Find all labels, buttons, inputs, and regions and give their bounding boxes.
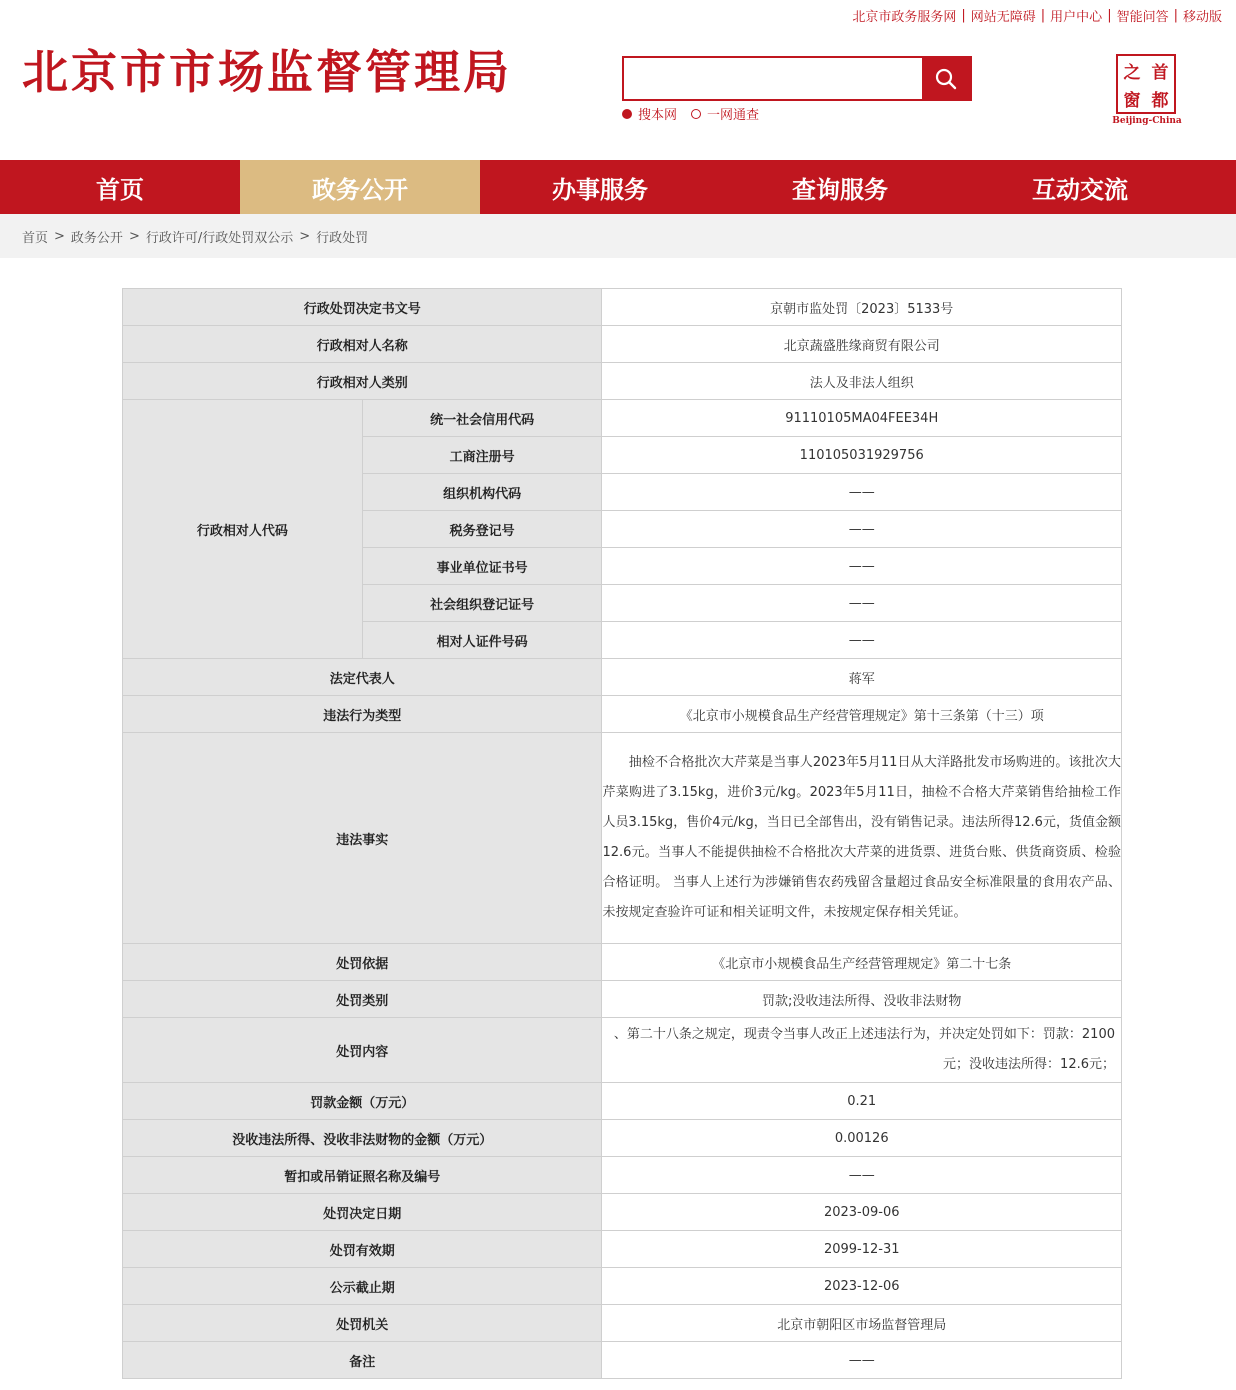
violation-type-value: 《北京市小规模食品生产经营管理规定》第十三条第（十三）项 bbox=[602, 696, 1122, 733]
row-group-label: 行政相对人代码 bbox=[123, 400, 363, 659]
table-row bbox=[123, 659, 1122, 696]
table-row bbox=[123, 1083, 1122, 1120]
breadcrumb bbox=[0, 214, 1236, 258]
row-label: 事业单位证书号 bbox=[362, 548, 602, 585]
fine-amount-value: 0.21 bbox=[602, 1083, 1122, 1120]
table-row bbox=[123, 733, 1122, 944]
row-label: 处罚机关 bbox=[123, 1305, 602, 1342]
row-label: 行政相对人类别 bbox=[123, 363, 602, 400]
chevron-right-icon: > bbox=[299, 228, 311, 244]
row-label: 法定代表人 bbox=[123, 659, 602, 696]
row-label: 暂扣或吊销证照名称及编号 bbox=[123, 1157, 602, 1194]
divider: | bbox=[1173, 8, 1178, 23]
seal-char: 窗 bbox=[1123, 90, 1141, 111]
decision-date-value: 2023-09-06 bbox=[602, 1194, 1122, 1231]
row-label: 社会组织登记证号 bbox=[362, 585, 602, 622]
row-label: 违法行为类型 bbox=[123, 696, 602, 733]
id-number-value: —— bbox=[602, 622, 1122, 659]
table-row bbox=[123, 326, 1122, 363]
row-label: 违法事实 bbox=[123, 733, 602, 944]
scope-this-site-radio[interactable] bbox=[622, 104, 677, 123]
row-label: 处罚决定日期 bbox=[123, 1194, 602, 1231]
nav-interaction[interactable]: 互动交流 bbox=[1032, 175, 1128, 204]
publicity-end-value: 2023-12-06 bbox=[602, 1268, 1122, 1305]
search-button[interactable] bbox=[922, 58, 970, 99]
penalty-category-value: 罚款;没收违法所得、没收非法财物 bbox=[602, 981, 1122, 1018]
search-scope bbox=[622, 104, 773, 123]
table-row bbox=[123, 289, 1122, 326]
search-icon bbox=[935, 68, 957, 90]
table-row bbox=[123, 1157, 1122, 1194]
tax-number-value: —— bbox=[602, 511, 1122, 548]
top-links bbox=[852, 6, 1222, 25]
breadcrumb-home[interactable]: 首页 bbox=[22, 230, 49, 246]
table-row bbox=[123, 1231, 1122, 1268]
radio-unselected-icon bbox=[691, 109, 701, 119]
table-row bbox=[123, 1120, 1122, 1157]
doc-number-value: 京朝市监处罚〔2023〕5133号 bbox=[602, 289, 1122, 326]
nav-query[interactable]: 查询服务 bbox=[792, 175, 888, 204]
row-label: 组织机构代码 bbox=[362, 474, 602, 511]
row-label: 没收违法所得、没收非法财物的金额（万元） bbox=[123, 1120, 602, 1157]
chevron-right-icon: > bbox=[54, 228, 65, 244]
row-label: 行政处罚决定书文号 bbox=[123, 289, 602, 326]
party-type-value: 法人及非法人组织 bbox=[602, 363, 1122, 400]
table-row bbox=[123, 1194, 1122, 1231]
row-label: 备注 bbox=[123, 1342, 602, 1379]
top-link-gov-service[interactable]: 北京市政务服务网 bbox=[852, 10, 957, 25]
scope-label: 搜本网 bbox=[638, 108, 678, 123]
penalty-content-value: 、第二十八条之规定，现责令当事人改正上述违法行为，并决定处罚如下：罚款：2100元；没收违法所得：12.6元； bbox=[602, 1018, 1122, 1083]
logo-subtitle: Beijing-China bbox=[1112, 116, 1182, 126]
top-link-smart-qa[interactable]: 智能问答 bbox=[1116, 10, 1169, 25]
penalty-basis-value: 《北京市小规模食品生产经营管理规定》第二十七条 bbox=[602, 944, 1122, 981]
row-label: 罚款金额（万元） bbox=[123, 1083, 602, 1120]
top-link-mobile[interactable]: 移动版 bbox=[1182, 10, 1222, 25]
search-box bbox=[622, 56, 972, 101]
table-row bbox=[123, 944, 1122, 981]
row-label: 处罚内容 bbox=[123, 1018, 602, 1083]
social-org-value: —— bbox=[602, 585, 1122, 622]
divider: | bbox=[1040, 8, 1046, 23]
org-code-value: —— bbox=[602, 474, 1122, 511]
table-row bbox=[123, 696, 1122, 733]
row-label: 行政相对人名称 bbox=[123, 326, 602, 363]
site-title[interactable]: 北京市市场监督管理局 bbox=[22, 45, 512, 99]
nav-home[interactable]: 首页 bbox=[96, 175, 144, 204]
row-label: 统一社会信用代码 bbox=[362, 400, 602, 437]
radio-selected-icon bbox=[622, 109, 632, 119]
top-link-accessibility[interactable]: 网站无障碍 bbox=[970, 10, 1036, 25]
license-value: —— bbox=[602, 1157, 1122, 1194]
row-label: 处罚有效期 bbox=[123, 1231, 602, 1268]
violation-facts-value: 抽检不合格批次大芹菜是当事人2023年5月11日从大洋路批发市场购进的。该批次大芹菜购进了3.15kg，进价3元/kg。2023年5月11日，抽检不合格大芹菜销售给抽检工作人员3.15kg，售价4元/kg，当日已全部售出，没有销售记录。违法所得12.6元，货值金额12.6元。当事人不能提供抽检不合格批次大芹菜的进货票、进货台账、供货商资质、检验合格证明。 当事人上述行为涉嫌销售农药残留含量超过食品安全标准限量的食用农产品、未按规定查验许可证和相关证明文件，未按规定保存相关凭证。 bbox=[602, 733, 1122, 944]
top-link-user-center[interactable]: 用户中心 bbox=[1050, 10, 1103, 25]
penalty-details-table bbox=[122, 288, 1122, 1379]
valid-until-value: 2099-12-31 bbox=[602, 1231, 1122, 1268]
breadcrumb-penalty[interactable]: 行政处罚 bbox=[316, 230, 369, 246]
seal-icon bbox=[1116, 54, 1176, 114]
row-label: 公示截止期 bbox=[123, 1268, 602, 1305]
scope-one-network-radio[interactable] bbox=[691, 104, 759, 123]
table-row bbox=[123, 400, 1122, 437]
remarks-value: —— bbox=[602, 1342, 1122, 1379]
row-label: 相对人证件号码 bbox=[362, 622, 602, 659]
scope-label: 一网通查 bbox=[707, 108, 760, 123]
breadcrumb-dual-publicity[interactable]: 行政许可/行政处罚双公示 bbox=[145, 230, 294, 246]
seal-char: 之 bbox=[1123, 62, 1141, 83]
seal-char: 首 bbox=[1151, 62, 1169, 83]
capital-window-logo[interactable] bbox=[1112, 54, 1182, 128]
breadcrumb-gov-affairs[interactable]: 政务公开 bbox=[70, 230, 123, 246]
row-label: 处罚依据 bbox=[123, 944, 602, 981]
search-input[interactable] bbox=[624, 58, 922, 99]
row-label: 税务登记号 bbox=[362, 511, 602, 548]
divider: | bbox=[1107, 8, 1112, 23]
table-row bbox=[123, 1305, 1122, 1342]
row-label: 工商注册号 bbox=[362, 437, 602, 474]
institution-cert-value: —— bbox=[602, 548, 1122, 585]
nav-services[interactable]: 办事服务 bbox=[552, 175, 648, 204]
main-nav bbox=[0, 160, 1236, 214]
chevron-right-icon: > bbox=[128, 228, 140, 244]
registration-number-value: 110105031929756 bbox=[602, 437, 1122, 474]
table-row bbox=[123, 981, 1122, 1018]
seal-char: 都 bbox=[1151, 90, 1169, 111]
divider: | bbox=[961, 8, 966, 23]
table-row bbox=[123, 363, 1122, 400]
credit-code-value: 91110105MA04FEE34H bbox=[602, 400, 1122, 437]
table-row bbox=[123, 1342, 1122, 1379]
table-row bbox=[123, 1018, 1122, 1083]
party-name-value: 北京蔬盛胜缘商贸有限公司 bbox=[602, 326, 1122, 363]
row-label: 处罚类别 bbox=[123, 981, 602, 1018]
nav-gov-affairs[interactable]: 政务公开 bbox=[240, 160, 480, 214]
authority-value: 北京市朝阳区市场监督管理局 bbox=[602, 1305, 1122, 1342]
confiscation-amount-value: 0.00126 bbox=[602, 1120, 1122, 1157]
table-row bbox=[123, 1268, 1122, 1305]
legal-rep-value: 蒋军 bbox=[602, 659, 1122, 696]
